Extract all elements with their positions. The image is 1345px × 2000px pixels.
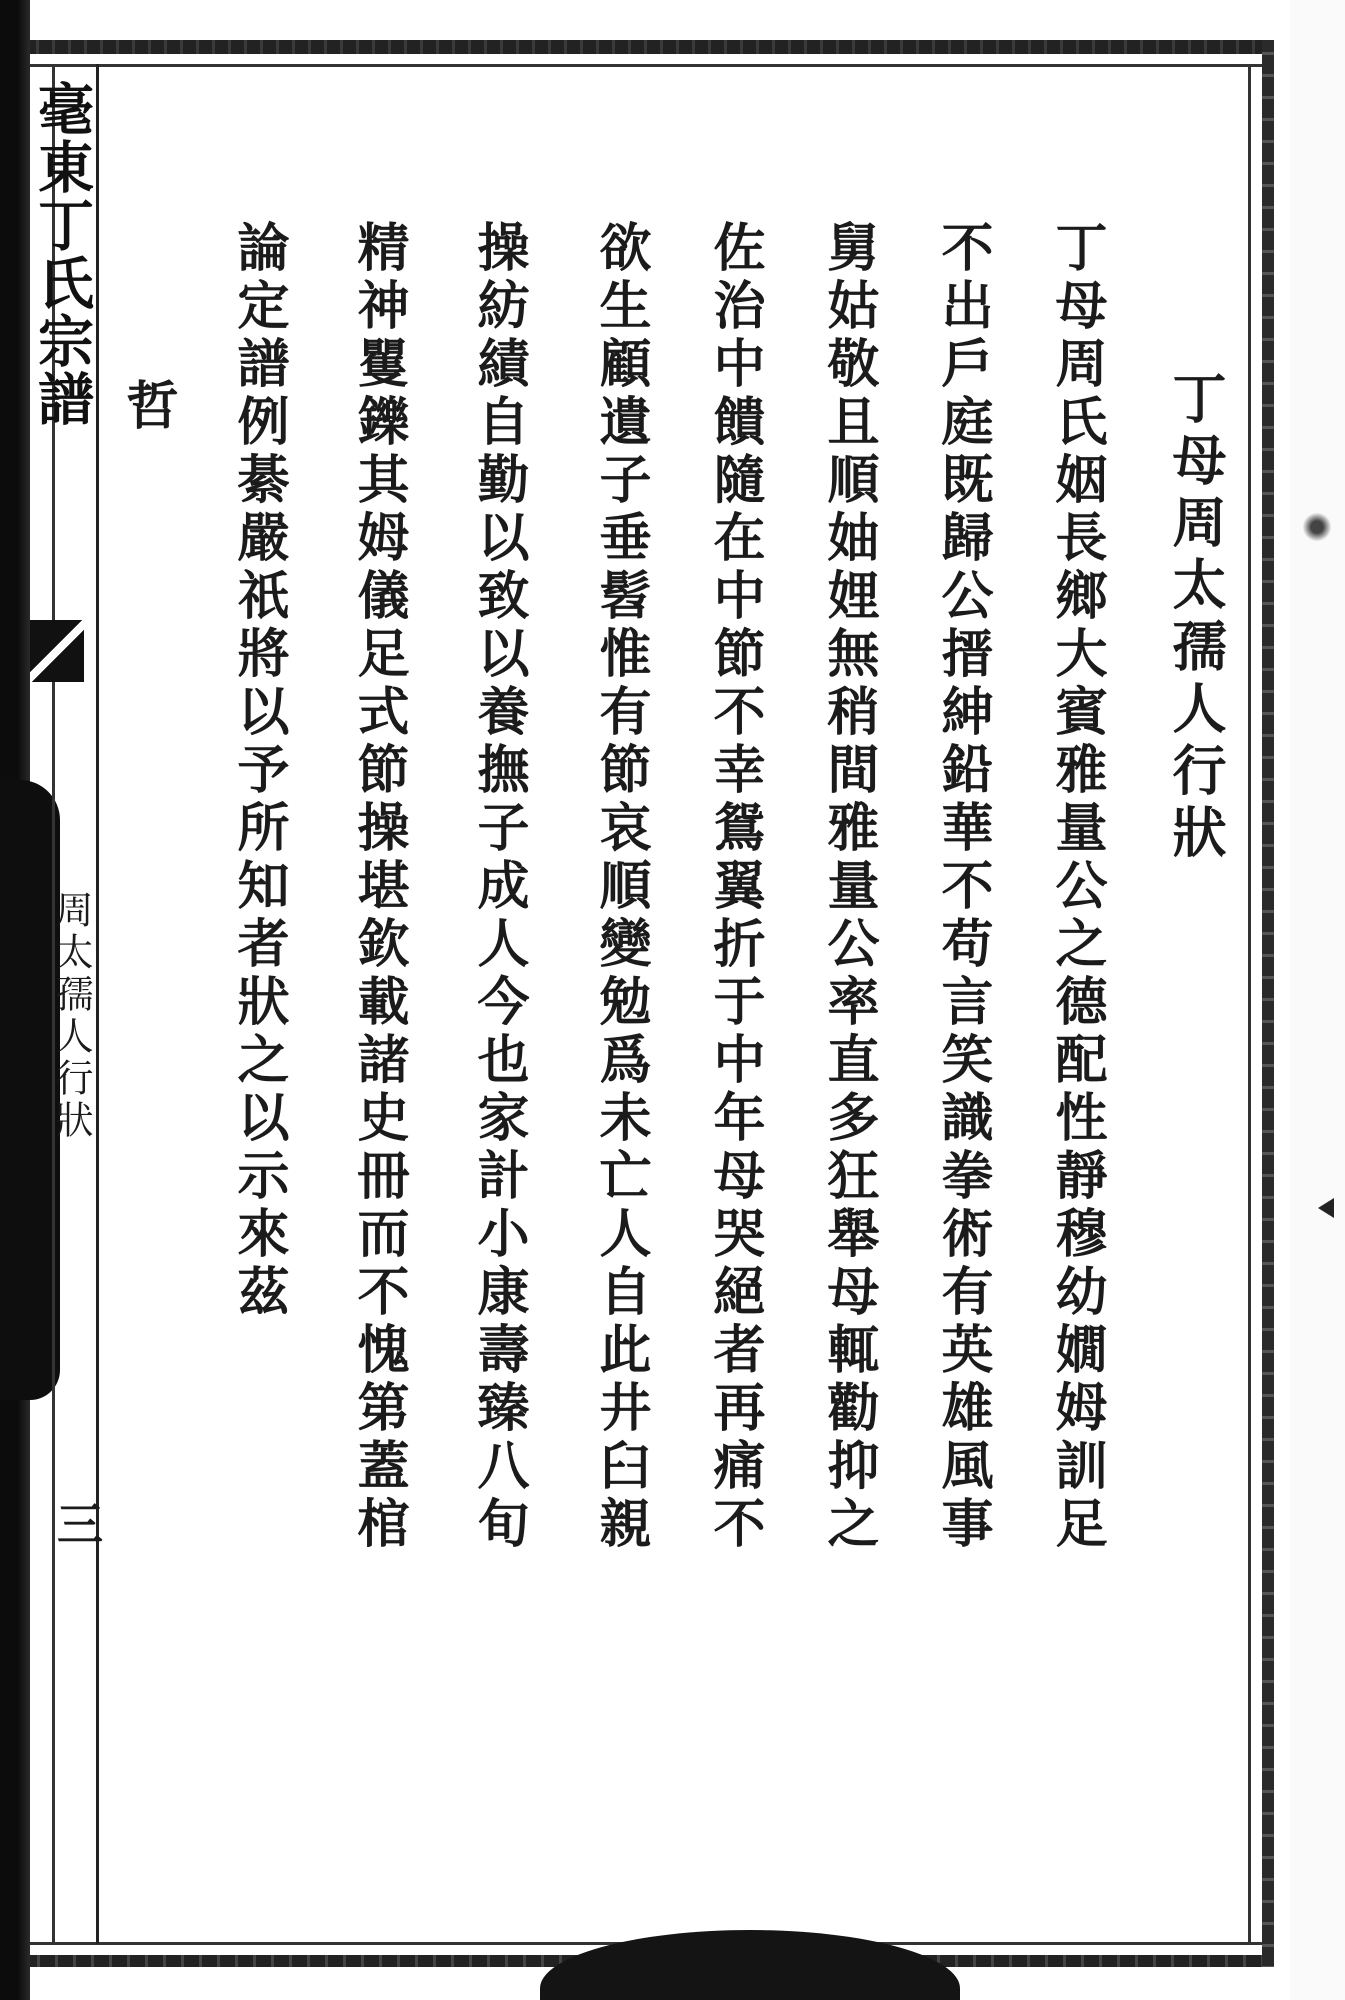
text-column: 不出戶庭既歸公搢紳鉛華不苟言笑識拳術有英雄風事 <box>932 220 993 1554</box>
page-title: 丁母周太孺人行狀 <box>1164 370 1228 866</box>
book-title-spine: 毫東丁氏宗譜 <box>29 80 95 428</box>
text-column: 操紡績自勤以致以養撫子成人今也家計小康壽臻八旬 <box>468 220 529 1554</box>
top-border-inner <box>30 64 1270 67</box>
text-column: 論定譜例綦嚴祇將以予所知者狀之以示來茲 <box>228 220 289 1322</box>
closing-character: 哲 <box>117 378 178 430</box>
section-title-spine: 周太孺人行狀 <box>49 890 93 1142</box>
ink-spot <box>1300 510 1334 544</box>
fish-tail-mark-icon <box>30 620 84 682</box>
arrow-mark-icon <box>1318 1198 1334 1218</box>
right-border <box>1262 40 1274 1967</box>
right-border-inner <box>1248 64 1251 1944</box>
page-number-spine: 三 <box>50 1500 104 1554</box>
margin-strip <box>1290 0 1345 2000</box>
text-column: 精神矍鑠其姆儀足式節操堪欽載諸史冊而不愧第蓋棺 <box>348 220 409 1554</box>
page-damage <box>540 1930 960 2000</box>
text-column: 欲生顧遺子垂髫惟有節哀順變勉爲未亡人自此井臼親 <box>590 220 651 1554</box>
text-column: 舅姑敬且順妯娌無稍間雅量公率直多狂舉母輒勸抑之 <box>818 220 879 1554</box>
text-column: 佐治中饋隨在中節不幸鴛翼折于中年母哭絕者再痛不 <box>704 220 765 1554</box>
top-border <box>30 40 1270 54</box>
text-column: 丁母周氏姻長鄉大賓雅量公之德配性靜穆幼嫺姆訓足 <box>1046 220 1107 1554</box>
